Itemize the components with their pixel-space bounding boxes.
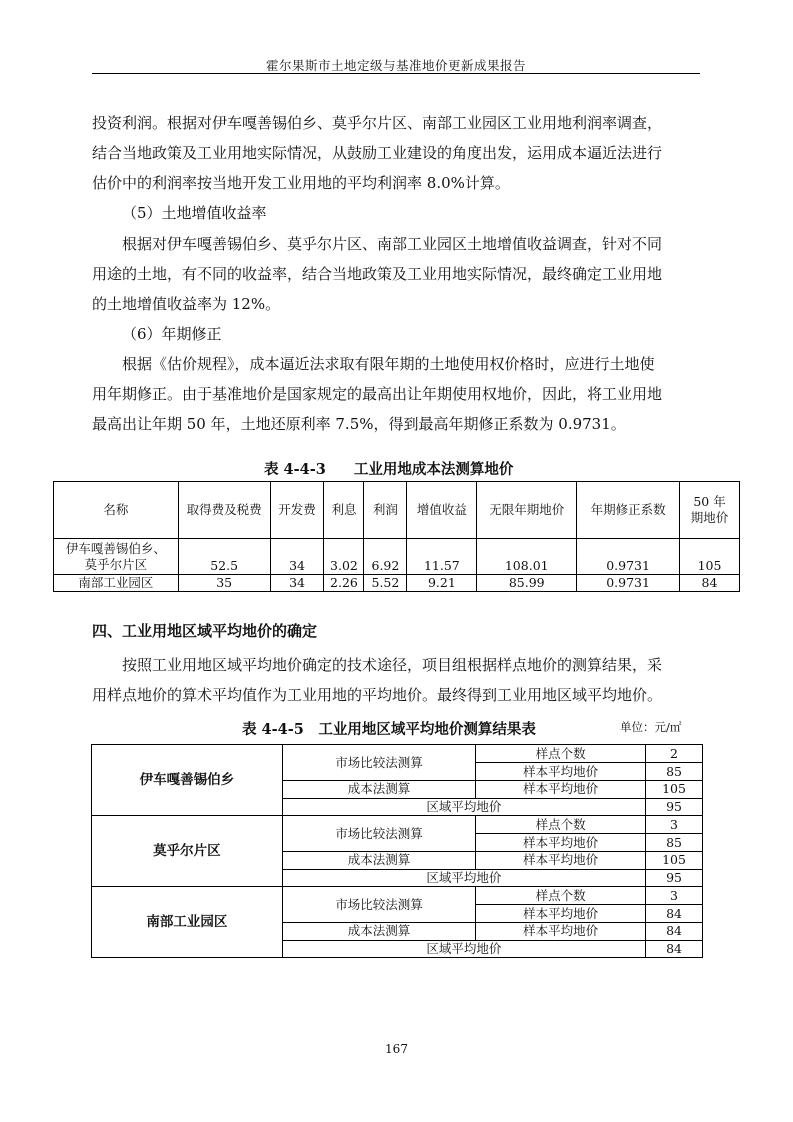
table-cell: 9.21	[407, 575, 477, 592]
value-cell: 84	[646, 905, 703, 923]
table-cell: 35	[178, 575, 270, 592]
value-cell: 85	[646, 763, 703, 781]
table-row	[92, 745, 703, 763]
label-cell: 样本平均地价	[476, 905, 646, 923]
table-cell: 3.02	[324, 539, 364, 575]
table-cell: 5.52	[364, 575, 407, 592]
value-cell: 84	[646, 923, 703, 941]
unit-label: 单位：元/㎡	[620, 720, 682, 734]
value-cell: 95	[646, 798, 703, 816]
region-name-cell: 南部工业园区	[92, 887, 283, 958]
table-cell: 0.9731	[577, 575, 680, 592]
label-cell: 样点个数	[476, 816, 646, 834]
table-cell: 11.57	[407, 539, 477, 575]
table-cell: 84	[680, 575, 740, 592]
method-cell: 市场比较法测算	[282, 887, 476, 923]
table-cell: 34	[270, 539, 324, 575]
paragraph-term-correction	[92, 349, 702, 439]
method-cell: 成本法测算	[282, 781, 476, 799]
row-name-line: 莫乎尔片区	[84, 556, 148, 572]
region-average-table	[91, 744, 703, 958]
table-cell: 0.9731	[577, 539, 680, 575]
table-header-cell: 取得费及税费	[178, 482, 270, 539]
table-header-row	[54, 482, 740, 539]
method-cell: 市场比较法测算	[282, 816, 476, 852]
method-cell: 市场比较法测算	[282, 745, 476, 781]
table-row	[54, 539, 740, 575]
text-line: 根据对伊车嘎善锡伯乡、莫乎尔片区、南部工业园区土地增值收益调查，针对不同	[122, 235, 663, 253]
region-average-label-cell: 区域平均地价	[282, 940, 645, 958]
table-header-cell: 增值收益	[407, 482, 477, 539]
table-header-cell: 无限年期地价	[477, 482, 577, 539]
table-header-cell: 年期修正系数	[577, 482, 680, 539]
text-line: 的土地增值收益率为 12%。	[92, 295, 281, 313]
table-row	[92, 816, 703, 834]
section-heading: 四、工业用地区域平均地价的确定	[92, 622, 318, 640]
table-header-cell: 名称	[54, 482, 179, 539]
header-rule	[92, 73, 700, 74]
table-header-cell: 开发费	[270, 482, 324, 539]
table-header-cell: 利润	[364, 482, 407, 539]
table-header-cell: 50 年期地价	[680, 482, 740, 539]
text-line: 投资利润。根据对伊车嘎善锡伯乡、莫乎尔片区、南部工业园区工业用地利润率调查，	[92, 114, 663, 132]
method-cell: 成本法测算	[282, 923, 476, 941]
value-cell: 84	[646, 940, 703, 958]
text-line: 根据《估价规程》，成本逼近法求取有限年期的土地使用权价格时，应进行土地使	[122, 355, 655, 373]
table2-caption: 表 4-4-5 工业用地区域平均地价测算结果表	[242, 721, 536, 738]
paragraph-land-value	[92, 229, 702, 319]
label-cell: 样本平均地价	[476, 852, 646, 870]
paragraph-region-average	[92, 650, 702, 710]
table1-caption-title: 工业用地成本法测算地价	[353, 461, 514, 478]
text-line: 最高出让年期 50 年，土地还原利率 7.5%，得到最高年期修正系数为 0.9731。	[92, 415, 626, 433]
table-row	[54, 575, 740, 592]
label-cell: 样点个数	[476, 745, 646, 763]
table-cell: 6.92	[364, 539, 407, 575]
text-line: 按照工业用地区域平均地价确定的技术途径，项目组根据样点地价的测算结果，采	[122, 656, 663, 674]
label-cell: 样点个数	[476, 887, 646, 905]
row-name-line: 伊车嘎善锡伯乡、	[65, 540, 166, 556]
text-line: 结合当地政策及工业用地实际情况，从鼓励工业建设的角度出发，运用成本逼近法进行	[92, 144, 663, 162]
value-cell: 3	[646, 887, 703, 905]
value-cell: 2	[646, 745, 703, 763]
subheading-6: （6）年期修正	[122, 325, 222, 343]
value-cell: 85	[646, 834, 703, 852]
region-average-label-cell: 区域平均地价	[282, 798, 645, 816]
method-cell: 成本法测算	[282, 852, 476, 870]
table-cell: 105	[680, 539, 740, 575]
label-cell: 样本平均地价	[476, 923, 646, 941]
text-line: 用年期修正。由于基准地价是国家规定的最高出让年期使用权地价，因此，将工业用地	[92, 385, 663, 403]
text-line: 用途的土地，有不同的收益率，结合当地政策及工业用地实际情况，最终确定工业用地	[92, 265, 663, 283]
cost-method-table	[53, 481, 740, 592]
row-name-cell: 南部工业园区	[54, 575, 179, 592]
table-row	[92, 887, 703, 905]
table-cell: 85.99	[477, 575, 577, 592]
page-number: 167	[385, 1042, 408, 1056]
table1-caption-number: 表 4-4-3	[264, 461, 326, 478]
region-name-cell: 伊车嘎善锡伯乡	[92, 745, 283, 816]
region-name-cell: 莫乎尔片区	[92, 816, 283, 887]
text-line: 估价中的利润率按当地开发工业用地的平均利润率 8.0%计算。	[92, 174, 510, 192]
table-cell: 52.5	[178, 539, 270, 575]
page-header: 霍尔果斯市土地定级与基准地价更新成果报告	[265, 58, 526, 73]
subheading-5: （5）土地增值收益率	[122, 204, 267, 222]
value-cell: 105	[646, 852, 703, 870]
table-header-cell: 利息	[324, 482, 364, 539]
value-cell: 3	[646, 816, 703, 834]
region-average-label-cell: 区域平均地价	[282, 869, 645, 887]
table-cell: 2.26	[324, 575, 364, 592]
value-cell: 95	[646, 869, 703, 887]
table1-caption	[264, 458, 513, 479]
row-name-cell	[54, 539, 179, 575]
table-cell: 34	[270, 575, 324, 592]
text-line: 用样点地价的算术平均值作为工业用地的平均地价。最终得到工业用地区域平均地价。	[92, 686, 663, 704]
label-cell: 样本平均地价	[476, 834, 646, 852]
value-cell: 105	[646, 781, 703, 799]
label-cell: 样本平均地价	[476, 763, 646, 781]
paragraph-profit	[92, 108, 702, 198]
table-cell: 108.01	[477, 539, 577, 575]
label-cell: 样本平均地价	[476, 781, 646, 799]
